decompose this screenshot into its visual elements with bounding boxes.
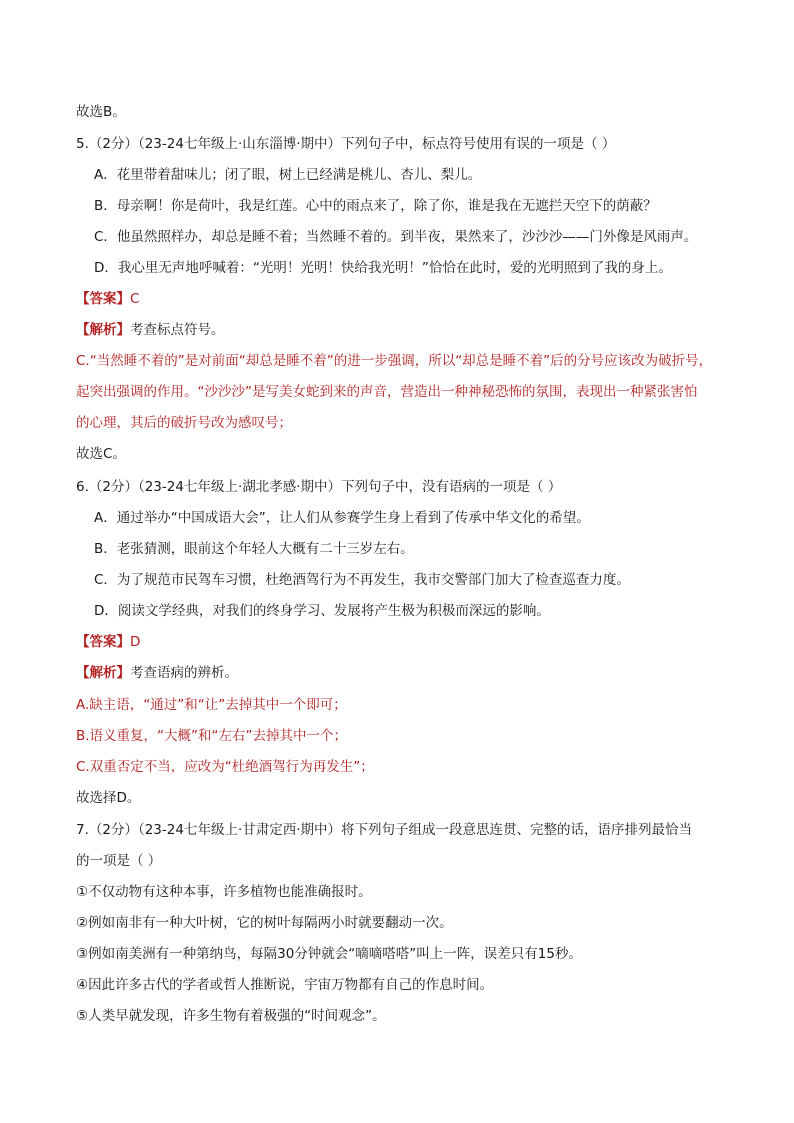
- answer-tag: 【答案】: [76, 634, 130, 650]
- q7-sentence-1: ①不仅动物有这种本事，许多植物也能准确报时。: [76, 884, 372, 900]
- q6-explanation-line-2: B.语义重复，“大概”和“左右”去掉其中一个；: [76, 728, 348, 744]
- q6-analysis: [76, 663, 754, 683]
- q5-explanation-line-3: 的心理，其后的破折号改为感叹号；: [76, 415, 292, 431]
- q7-sentence-2: ②例如南非有一种大叶树，它的树叶每隔两小时就要翻动一次。: [76, 915, 453, 931]
- q4-conclusion: 故选B。: [76, 104, 126, 120]
- q7-sentence-3: ③例如南美洲有一种第纳鸟，每隔30分钟就会“嘀嘀嗒嗒”叫上一阵，误差只有15秒。: [76, 946, 582, 962]
- q7-stem-line-2: 的一项是（ ）: [76, 853, 162, 869]
- q6-option-b: B．老张猜测，眼前这个年轻人大概有二十三岁左右。: [94, 541, 414, 557]
- q6-explanation-line-3: C.双重否定不当，应改为“杜绝酒驾行为再发生”；: [76, 759, 374, 775]
- answer-value: D: [130, 634, 141, 650]
- q5-option-d: D．我心里无声地呼喊着：“光明！光明！快给我光明！”恰恰在此时，爱的光明照到了我的身上。: [94, 260, 672, 276]
- q6-option-a: A．通过举办“中国成语大会”，让人们从参赛学生身上看到了传承中华文化的希望。: [94, 510, 590, 526]
- analysis-text: 考查标点符号。: [130, 322, 225, 338]
- q5-option-a: A．花里带着甜味儿；闭了眼，树上已经满是桃儿、杏儿、梨儿。: [94, 167, 482, 183]
- analysis-tag: 【解析】: [76, 322, 130, 338]
- answer-value: C: [130, 291, 140, 307]
- q5-answer: [76, 289, 754, 309]
- q6-conclusion: 故选择D。: [76, 790, 141, 806]
- q7-stem-line-1: 7.（2分）（23-24七年级上·甘肃定西·期中）将下列句子组成一段意思连贯、完整的话，语序排列最恰当: [76, 822, 693, 838]
- q6-option-d: D．阅读文学经典，对我们的终身学习、发展将产生极为积极而深远的影响。: [94, 603, 550, 619]
- q5-conclusion: 故选C。: [76, 446, 126, 462]
- q6-stem: 6.（2分）（23-24七年级上·湖北孝感·期中）下列句子中，没有语病的一项是（ ）: [76, 479, 562, 495]
- q6-option-c: C．为了规范市民驾车习惯，杜绝酒驾行为不再发生，我市交警部门加大了检查巡查力度。: [94, 572, 630, 588]
- q6-answer: [76, 632, 754, 652]
- q7-sentence-5: ⑤人类早就发现，许多生物有着极强的“时间观念”。: [76, 1008, 386, 1024]
- q5-option-c: C．他虽然照样办，却总是睡不着；当然睡不着的。到半夜，果然来了，沙沙沙——门外像是风雨声。: [94, 229, 698, 245]
- q5-option-b: B．母亲啊！你是荷叶，我是红莲。心中的雨点来了，除了你，谁是我在无遮拦天空下的荫蔽？: [94, 198, 657, 214]
- q5-stem: 5.（2分）（23-24七年级上·山东淄博·期中）下列句子中，标点符号使用有误的一项是（ ）: [76, 136, 616, 152]
- q7-sentence-4: ④因此许多古代的学者或哲人推断说，宇宙万物都有自己的作息时间。: [76, 977, 494, 993]
- analysis-tag: 【解析】: [76, 665, 130, 681]
- q6-explanation-line-1: A.缺主语，“通过”和“让”去掉其中一个即可；: [76, 697, 347, 713]
- answer-tag: 【答案】: [76, 291, 130, 307]
- q5-analysis: [76, 320, 754, 340]
- analysis-text: 考查语病的辨析。: [130, 665, 238, 681]
- q5-explanation-line-1: C.“当然睡不着的”是对前面“却总是睡不着”的进一步强调，所以“却总是睡不着”后的分号应该改为破折号，: [76, 353, 713, 369]
- q5-explanation-line-2: 起突出强调的作用。“沙沙沙”是写美女蛇到来的声音，营造出一种神秘恐怖的氛围，表现出一种紧张害怕: [76, 384, 698, 400]
